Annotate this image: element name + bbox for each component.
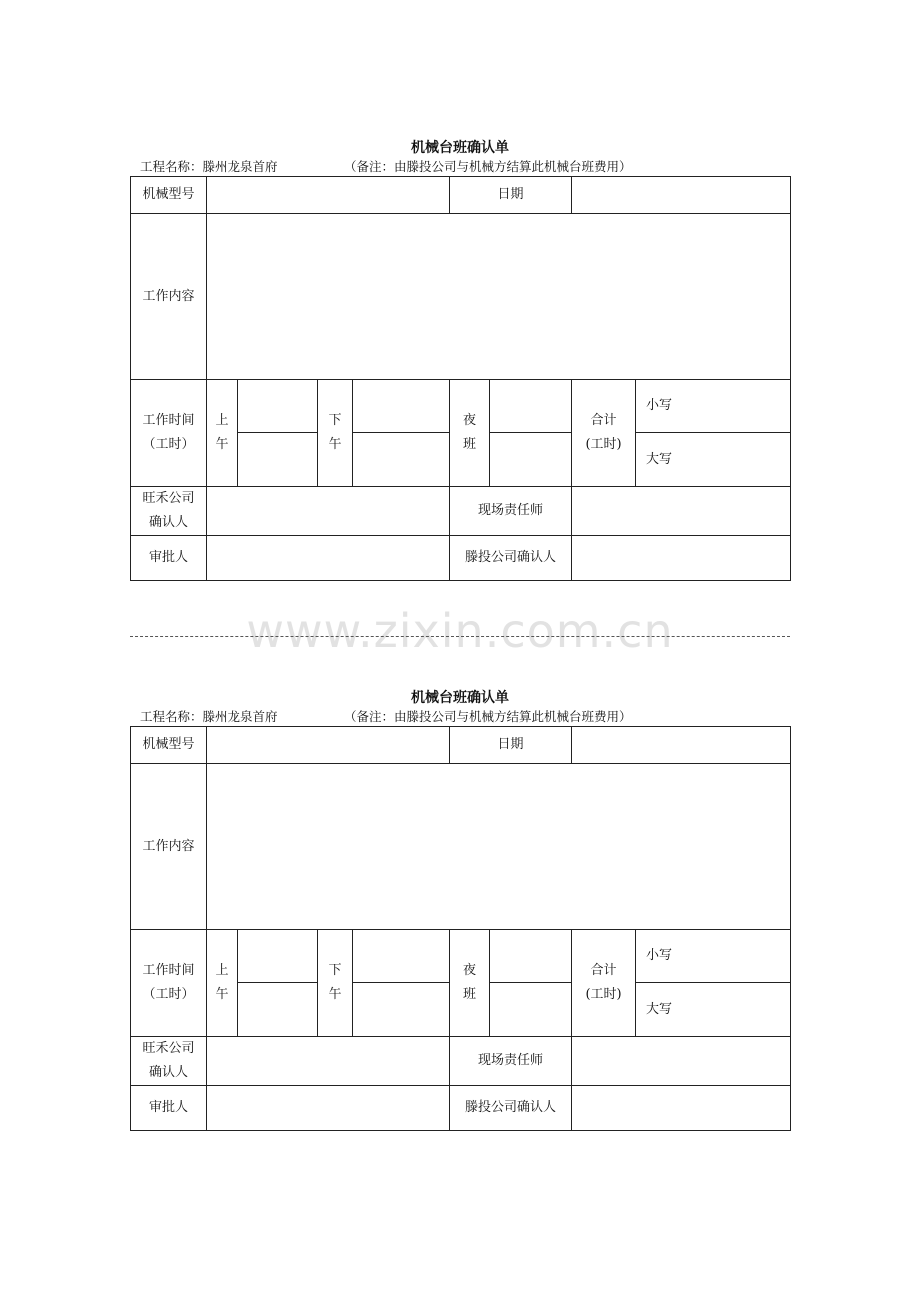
form-note: （备注：由滕投公司与机械方结算此机械台班费用）: [344, 709, 632, 724]
wanghe-confirm-label: 旺禾公司 确认人: [131, 1037, 207, 1086]
morning-label: 上 午: [207, 380, 238, 487]
total-lowercase-cell[interactable]: 小写: [636, 380, 791, 433]
approver-label: 审批人: [131, 536, 207, 581]
afternoon-label: 下 午: [318, 380, 353, 487]
form-note: （备注：由滕投公司与机械方结算此机械台班费用）: [344, 159, 632, 174]
total-uppercase-cell[interactable]: 大写: [636, 983, 791, 1037]
machine-model-label: 机械型号: [131, 177, 207, 214]
form-title: 机械台班确认单: [411, 690, 509, 706]
approver-cell[interactable]: [207, 1086, 450, 1131]
date-cell[interactable]: [572, 177, 791, 214]
confirmation-form-2: [130, 688, 790, 1131]
project-name: 工程名称：滕州龙泉首府: [140, 159, 278, 174]
project-name: 工程名称：滕州龙泉首府: [140, 709, 278, 724]
site-supervisor-label: 现场责任师: [450, 487, 572, 536]
form-table: [130, 176, 791, 581]
date-label: 日期: [450, 727, 572, 764]
night-cell-top[interactable]: [490, 930, 572, 983]
night-label: 夜 班: [450, 930, 490, 1037]
approver-label: 审批人: [131, 1086, 207, 1131]
tengtou-confirm-cell[interactable]: [572, 536, 791, 581]
afternoon-cell-bottom[interactable]: [353, 983, 450, 1037]
morning-cell-top[interactable]: [238, 380, 318, 433]
site-supervisor-label: 现场责任师: [450, 1037, 572, 1086]
machine-model-cell[interactable]: [207, 177, 450, 214]
tengtou-confirm-cell[interactable]: [572, 1086, 791, 1131]
night-cell-bottom[interactable]: [490, 983, 572, 1037]
watermark: www.zixin.com.cn: [246, 604, 674, 658]
night-cell-bottom[interactable]: [490, 433, 572, 487]
morning-cell-top[interactable]: [238, 930, 318, 983]
date-cell[interactable]: [572, 727, 791, 764]
machine-model-cell[interactable]: [207, 727, 450, 764]
afternoon-label: 下 午: [318, 930, 353, 1037]
wanghe-confirm-cell[interactable]: [207, 1037, 450, 1086]
total-label: 合计 (工时): [572, 930, 636, 1037]
form-table: [130, 726, 791, 1131]
wanghe-confirm-label: 旺禾公司 确认人: [131, 487, 207, 536]
site-supervisor-cell[interactable]: [572, 487, 791, 536]
night-cell-top[interactable]: [490, 380, 572, 433]
total-label: 合计 (工时): [572, 380, 636, 487]
site-supervisor-cell[interactable]: [572, 1037, 791, 1086]
date-label: 日期: [450, 177, 572, 214]
machine-model-label: 机械型号: [131, 727, 207, 764]
work-content-label: 工作内容: [131, 764, 207, 930]
work-content-label: 工作内容: [131, 214, 207, 380]
form-meta: [130, 158, 790, 176]
work-time-label: 工作时间 （工时）: [131, 930, 207, 1037]
afternoon-cell-bottom[interactable]: [353, 433, 450, 487]
wanghe-confirm-cell[interactable]: [207, 487, 450, 536]
confirmation-form-1: [130, 138, 790, 581]
morning-label: 上 午: [207, 930, 238, 1037]
form-title: 机械台班确认单: [411, 140, 509, 156]
approver-cell[interactable]: [207, 536, 450, 581]
total-lowercase-cell[interactable]: 小写: [636, 930, 791, 983]
tengtou-confirm-label: 滕投公司确认人: [450, 536, 572, 581]
morning-cell-bottom[interactable]: [238, 433, 318, 487]
afternoon-cell-top[interactable]: [353, 380, 450, 433]
tengtou-confirm-label: 滕投公司确认人: [450, 1086, 572, 1131]
afternoon-cell-top[interactable]: [353, 930, 450, 983]
work-time-label: 工作时间 （工时）: [131, 380, 207, 487]
form-meta: [130, 708, 790, 726]
work-content-cell[interactable]: [207, 764, 791, 930]
work-content-cell[interactable]: [207, 214, 791, 380]
cut-line-divider: [130, 636, 790, 637]
morning-cell-bottom[interactable]: [238, 983, 318, 1037]
night-label: 夜 班: [450, 380, 490, 487]
total-uppercase-cell[interactable]: 大写: [636, 433, 791, 487]
